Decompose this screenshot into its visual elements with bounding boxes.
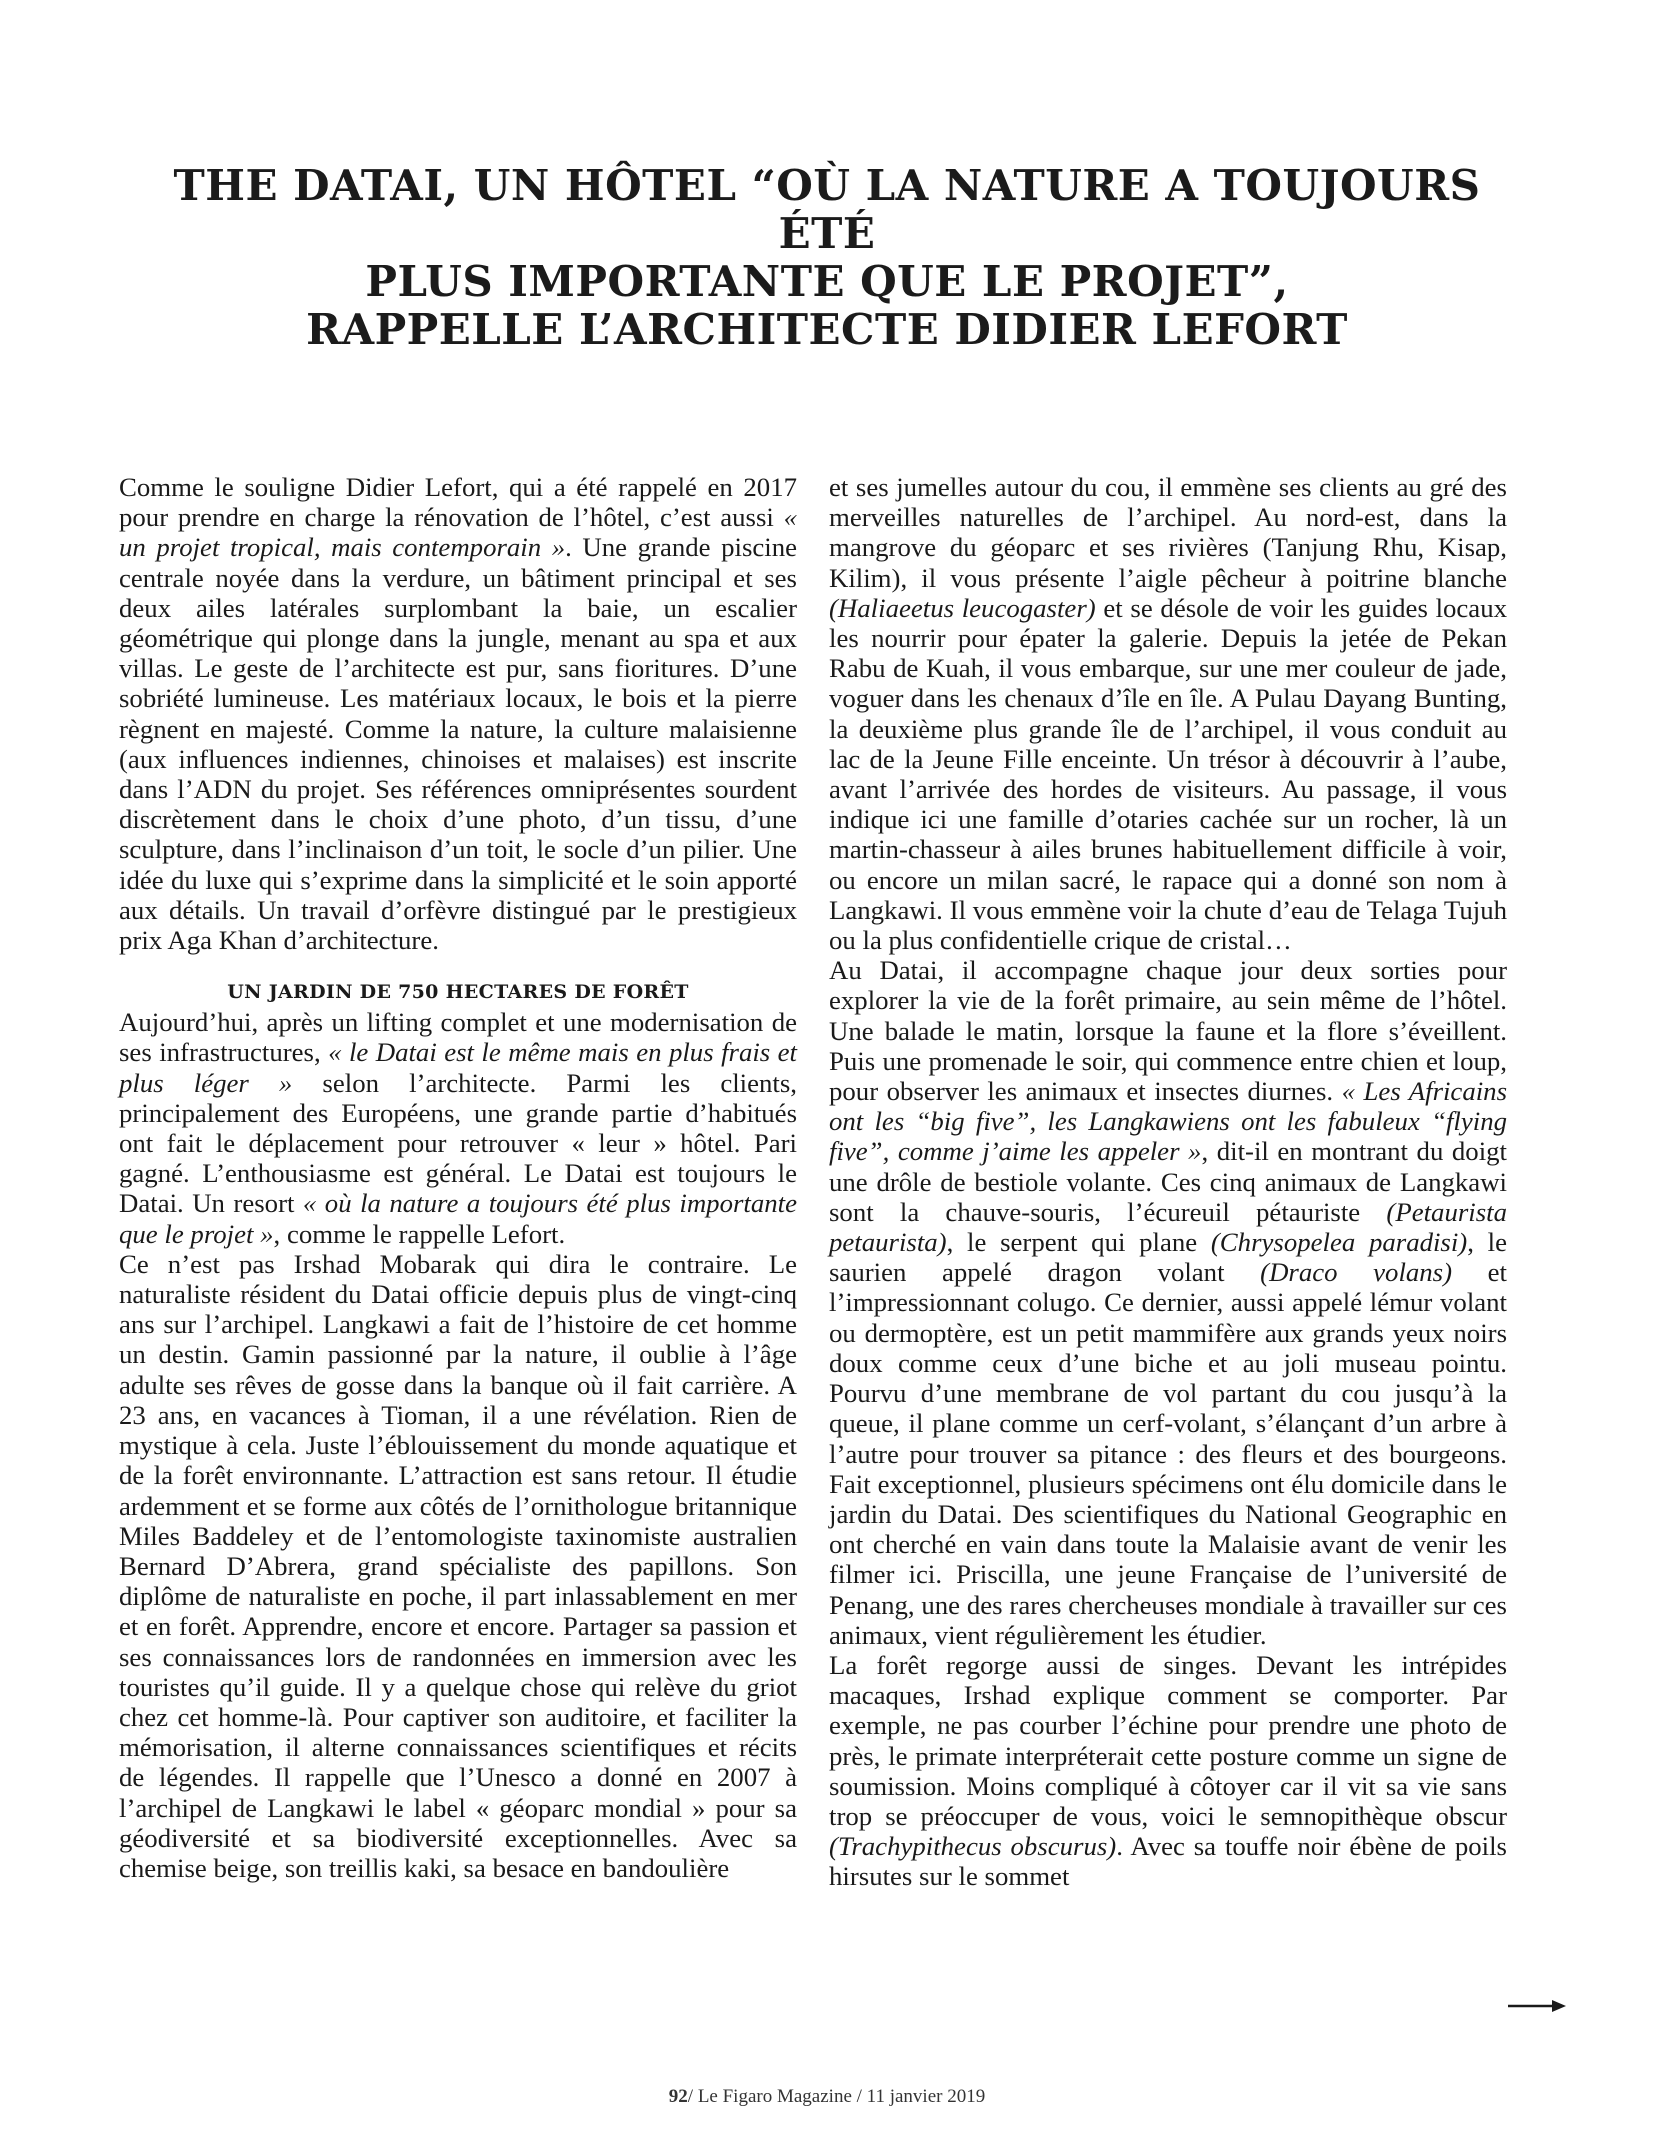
text-run: , dit-il en montrant du doigt une drôle de bestiole volante. Ces cinq animaux de Langkawi sont la chauve-souris, l’écureuil pétauriste — [829, 1136, 1507, 1227]
text-run: Aujourd’hui, après un lifting complet et une modernisation de ses infrastructures, — [119, 1007, 797, 1068]
headline-line-2: PLUS IMPORTANTE QUE LE PROJET”, — [365, 257, 1289, 306]
text-run: , le saurien appelé dragon volant — [829, 1227, 1507, 1288]
text-run: . Une grande piscine centrale noyée dans la verdure, un bâtiment principal et ses deux ailes latérales surplombant la baie, un escalier géométrique qui plonge dans la jungle, menant au spa et aux villas. Le geste de l’architecte est pur, sans fioritures. D’une sobriété lumineuse. Les matériaux locaux, le bois et la pierre règnent en majesté. Comme la nature, la culture malaisienne (aux influences indiennes, chinoises et malaises) est inscrite dans l’ADN du projet. Ses références omniprésentes sourdent discrètement dans le choix d’une photo, d’un tissu, d’une sculpture, dans l’inclinaison d’un toit, le socle d’un pilier. Une idée du luxe qui s’exprime dans la simplicité et le soin apporté aux détails. Un travail d’orfèvre distingué par le prestigieux prix Aga Khan d’architecture. — [119, 532, 797, 956]
text-run: Au Datai, il accompagne chaque jour deux sorties pour explorer la vie de la forêt primaire, au sein même de l’hôtel. Une balade le matin, lorsque la faune et la flore s’éveillent. Puis une promenade le soir, qui commence entre chien et loup, pour observer les animaux et insectes diurnes. — [829, 955, 1507, 1107]
arrow-right-icon — [1508, 1998, 1566, 2014]
text-run: . Avec sa touffe noir ébène de poils hirsutes sur le sommet — [829, 1831, 1507, 1892]
right-column — [829, 472, 1507, 1892]
headline — [120, 162, 1534, 354]
text-run: Comme le souligne Didier Lefort, qui a été rappelé en 2017 pour prendre en charge la rénovation de l’hôtel, c’est aussi — [119, 472, 797, 533]
text-run: et ses jumelles autour du cou, il emmène ses clients au gré des merveilles naturelles de l’archipel. Au nord-est, dans la mangrove du géoparc et ses rivières (Tanjung Rhu, Kisap, Kilim), il vous présente l’aigle pêcheur à poitrine blanche — [829, 472, 1507, 593]
species-name: (Petaurista petaurista) — [829, 1196, 1507, 1258]
left-column — [119, 472, 797, 1883]
species-name: (Trachypithecus obscurus) — [829, 1831, 1117, 1862]
quote: « Les Africains ont les “big five”, les Langkawiens ont les fabuleux “flying five”, comme j’aime les appeler » — [829, 1076, 1508, 1167]
page-footer — [0, 2086, 1654, 2108]
headline-line-3: RAPPELLE L’ARCHITECTE DIDIER LEFORT — [306, 305, 1348, 354]
paragraph-intro — [119, 472, 797, 955]
quote: « où la nature a toujours été plus importante que le projet » — [119, 1188, 797, 1249]
species-name: (Draco volans) — [1260, 1257, 1453, 1288]
section-subhead: UN JARDIN DE 750 HECTARES DE FORÊT — [227, 981, 689, 1004]
paragraph-jardin — [119, 1007, 797, 1249]
quote: « un projet tropical, mais contemporain » — [119, 502, 797, 563]
paragraph-singes — [829, 1650, 1507, 1892]
paragraph-archipel — [829, 472, 1507, 955]
paragraph-flying-five — [829, 955, 1507, 1650]
publication-info: / Le Figaro Magazine / 11 janvier 2019 — [687, 2086, 986, 2107]
text-run: et se désole de voir les guides locaux les nourrir pour épater la galerie. Depuis la jetée de Pekan Rabu de Kuah, il vous embarque, sur une mer couleur de jade, voguer dans les chenaux d’île en île. A Pulau Dayang Bunting, la deuxième plus grande île de l’archipel, il vous conduit au lac de la Jeune Fille enceinte. Un trésor à découvrir à l’aube, avant l’arrivée des hordes de visiteurs. Au passage, il vous indique ici une famille d’otaries cachée sur un rocher, là un martin-chasseur à ailes brunes habituellement difficile à voir, ou encore un milan sacré, le rapace qui a donné son nom à Langkawi. Il vous emmène voir la chute d’eau de Telaga Tujuh ou la plus confidentielle crique de cristal… — [829, 592, 1507, 956]
paragraph-irshad: Ce n’est pas Irshad Mobarak qui dira le contraire. Le naturaliste résident du Datai officie depuis plus de vingt-cinq ans sur l’archipel. Langkawi a fait de l’histoire de cet homme un destin. Gamin passionné par la nature, il oublie à l’âge adulte ses rêves de gosse dans la banque où il fait carrière. A 23 ans, en vacances à Tioman, il a une révélation. Rien de mystique à cela. Juste l’éblouissement du monde aquatique et de la forêt environnante. L’attraction est sans retour. Il étudie ardemment et se forme aux côtés de l’ornithologue britannique Miles Baddeley et de l’entomologiste taxinomiste australien Bernard D’Abrera, grand spécialiste des papillons. Son diplôme de naturaliste en poche, il part inlassablement en mer et en forêt. Apprendre, encore et encore. Partager sa passion et ses connaissances lors de randonnées en immersion avec les touristes qu’il guide. Il y a quelque chose qui relève du griot chez cet homme-là. Pour captiver son auditoire, et faciliter la mémorisation, il alterne connaissances scientifiques et récits de légendes. Il rappelle que l’Unesco a donné en 2007 à l’archipel de Langkawi le label « géoparc mondial » pour sa géodiversité et sa biodiversité exceptionnelles. Avec sa chemise beige, son treillis kaki, sa besace en bandoulière — [119, 1248, 797, 1883]
text-run: , le serpent qui plane — [946, 1227, 1211, 1258]
text-run: et l’impressionnant colugo. Ce dernier, aussi appelé lémur volant ou dermoptère, est un petit mammifère aux grands yeux noirs doux comme ceux d’une biche et au joli museau pointu. Pourvu d’une membrane de vol partant du cou jusqu’à la queue, il plane comme un cerf-volant, s’élançant d’un arbre à l’autre pour trouver sa pitance : des fleurs et des bourgeons. Fait exceptionnel, plusieurs spécimens ont élu domicile dans le jardin du Datai. Des scientifiques du National Geographic en ont cherché en vain dans toute la Malaisie avant de venir les filmer ici. Priscilla, une jeune Française de l’université de Penang, une des rares chercheuses mondiale à travailler sur ces animaux, vient régulièrement les étudier. — [829, 1257, 1507, 1650]
text-run: selon l’architecte. Parmi les clients, principalement des Européens, une grande partie d’habitués ont fait le déplacement pour retrouver « leur » hôtel. Pari gagné. L’enthousiasme est général. Le Datai est toujours le Datai. Un resort — [119, 1067, 797, 1219]
quote: « le Datai est le même mais en plus frais et plus léger » — [119, 1037, 797, 1098]
headline-line-1: THE DATAI, UN HÔTEL “OÙ LA NATURE A TOUJOURS ÉTÉ — [173, 161, 1481, 258]
text-run: La forêt regorge aussi de singes. Devant les intrépides macaques, Irshad explique comment se comporter. Par exemple, ne pas courber l’échine pour prendre une photo de près, le primate interpréterait cette posture comme un signe de soumission. Moins compliqué à côtoyer car il vit sa vie sans trop se préoccuper de vous, voici le semnopithèque obscur — [829, 1649, 1507, 1831]
text-run: , comme le rappelle Lefort. — [273, 1218, 566, 1249]
species-name: (Chrysopelea paradisi) — [1210, 1227, 1468, 1258]
species-name: (Haliaeetus leucogaster) — [829, 592, 1096, 623]
page-number: 92 — [668, 2086, 688, 2107]
